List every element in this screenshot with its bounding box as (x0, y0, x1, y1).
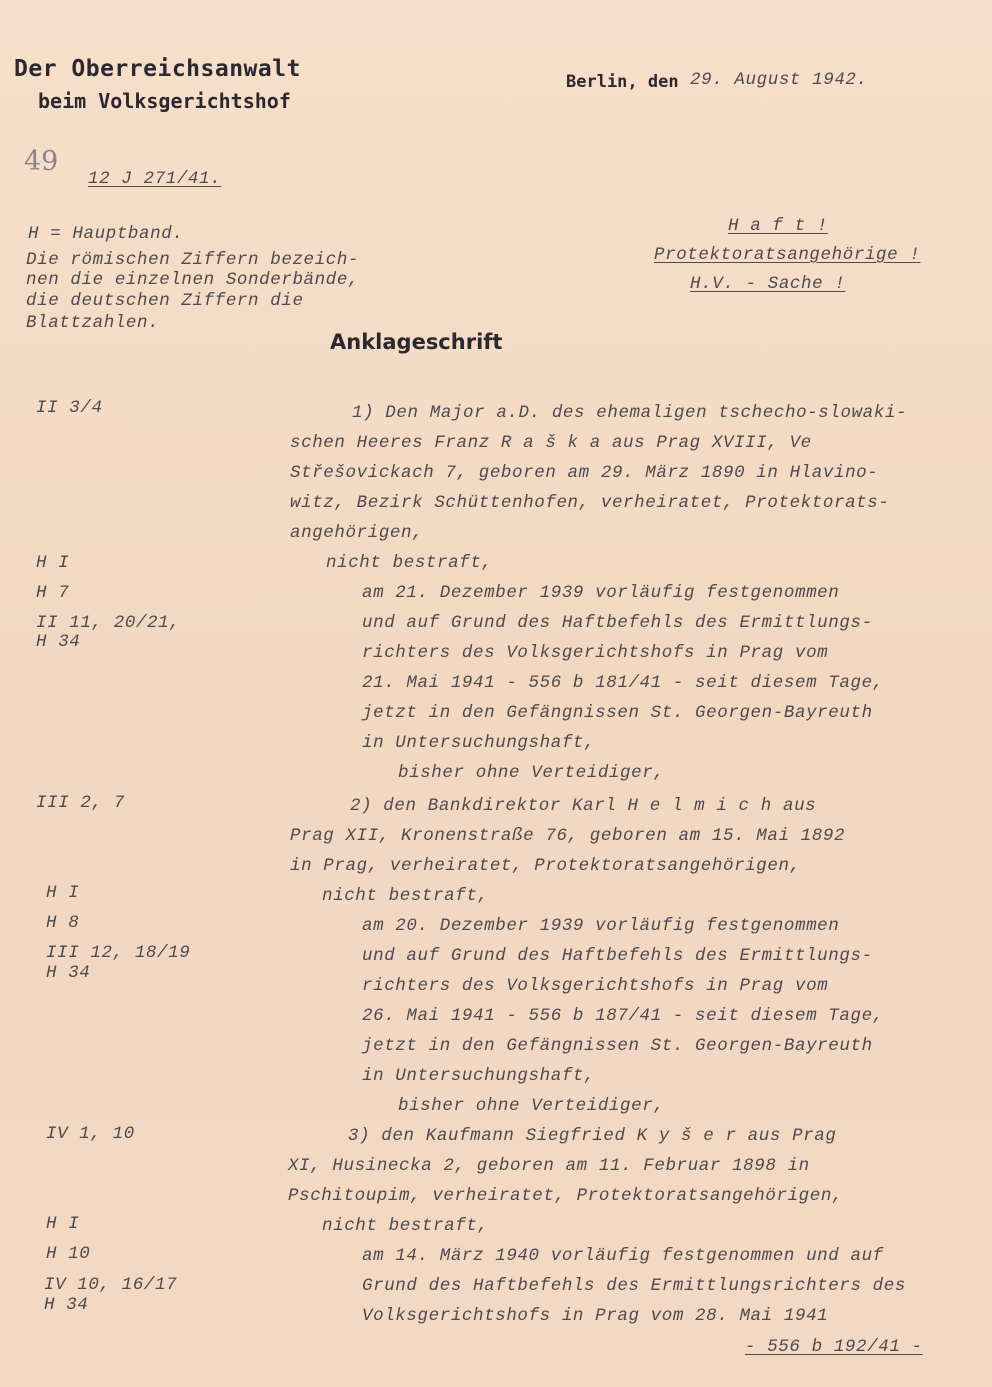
margin-reference: H 34 (46, 963, 91, 983)
body-line: am 20. Dezember 1939 vorläufig festgenommen (362, 916, 840, 936)
body-line: 1) Den Major a.D. des ehemaligen tschecho-slowaki- (352, 403, 908, 423)
body-line: Grund des Haftbefehls des Ermittlungsrichters des (362, 1276, 906, 1296)
body-line: 21. Mai 1941 - 556 b 181/41 - seit diesem Tage, (362, 673, 884, 693)
body-line: angehörigen, (290, 523, 424, 543)
legend-line: Blattzahlen. (26, 313, 160, 333)
legend-line: die deutschen Ziffern die (26, 291, 304, 311)
body-line: in Prag, verheiratet, Protektoratsangehörigen, (290, 856, 801, 876)
body-line: und auf Grund des Haftbefehls des Ermittlungs- (362, 613, 873, 633)
authority-subtitle: beim Volksgerichtshof (38, 89, 291, 113)
margin-reference: H I (46, 883, 80, 903)
legend-line: nen die einzelnen Sonderbände, (26, 270, 360, 290)
body-line: am 21. Dezember 1939 vorläufig festgenommen (362, 583, 840, 603)
authority-title: Der Oberreichsanwalt (14, 56, 301, 82)
margin-reference: H I (36, 553, 70, 573)
place-label: Berlin, den (566, 72, 679, 92)
body-line: in Untersuchungshaft, (362, 1066, 596, 1086)
body-line: bisher ohne Verteidiger, (398, 763, 665, 783)
body-line: nicht bestraft, (322, 886, 489, 906)
document-title: Anklageschrift (330, 330, 503, 354)
margin-reference: II 3/4 (36, 398, 103, 418)
body-line: und auf Grund des Haftbefehls des Ermittlungs- (362, 946, 873, 966)
body-line: 26. Mai 1941 - 556 b 187/41 - seit diesem Tage, (362, 1006, 884, 1026)
margin-reference: H 34 (36, 632, 81, 652)
body-line: Volksgerichtshofs in Prag vom 28. Mai 1941 (362, 1306, 829, 1326)
legend-line: Die römischen Ziffern bezeich- (26, 250, 360, 270)
body-line: 3) den Kaufmann Siegfried K y š e r aus Prag (348, 1126, 837, 1146)
legend-line: H = Hauptband. (28, 224, 184, 244)
margin-reference: IV 1, 10 (46, 1124, 135, 1144)
body-line: in Untersuchungshaft, (362, 733, 596, 753)
body-line: jetzt in den Gefängnissen St. Georgen-Bayreuth (362, 1036, 873, 1056)
body-line: Střešovickach 7, geboren am 29. März 1890 in Hlavino- (290, 463, 879, 483)
margin-reference: H 7 (36, 583, 70, 603)
body-line: nicht bestraft, (322, 1216, 489, 1236)
body-line: witz, Bezirk Schüttenhofen, verheiratet, Protektorats- (290, 493, 890, 513)
margin-reference: IV 10, 16/17 (44, 1275, 178, 1295)
body-line: schen Heeres Franz R a š k a aus Prag XVIII, Ve (290, 433, 812, 453)
file-reference: 12 J 271/41. (88, 169, 222, 189)
body-line: XI, Husinecka 2, geboren am 11. Februar 1898 in (288, 1156, 810, 1176)
margin-reference: III 12, 18/19 (46, 943, 191, 963)
body-line: - 556 b 192/41 - (745, 1337, 923, 1357)
custody-notice: H a f t ! (728, 216, 828, 236)
margin-reference: H 34 (44, 1295, 89, 1315)
margin-reference: H 10 (46, 1244, 91, 1264)
body-line: 2) den Bankdirektor Karl H e l m i c h aus (350, 796, 817, 816)
margin-reference: H I (46, 1214, 80, 1234)
body-line: Prag XII, Kronenstraße 76, geboren am 15. Mai 1892 (290, 826, 846, 846)
treason-case-notice: H.V. - Sache ! (690, 274, 846, 294)
body-line: bisher ohne Verteidiger, (398, 1096, 665, 1116)
document-date: 29. August 1942. (690, 70, 868, 90)
margin-reference: III 2, 7 (36, 793, 125, 813)
body-line: richters des Volksgerichtshofs in Prag vom (362, 643, 829, 663)
margin-reference: II 11, 20/21, (36, 613, 181, 633)
body-line: Pschitoupim, verheiratet, Protektoratsangehörigen, (288, 1186, 844, 1206)
body-line: nicht bestraft, (326, 553, 493, 573)
pencil-page-number: 49 (24, 146, 59, 177)
margin-reference: H 8 (46, 913, 80, 933)
body-line: richters des Volksgerichtshofs in Prag vom (362, 976, 829, 996)
body-line: am 14. März 1940 vorläufig festgenommen und auf (362, 1246, 884, 1266)
body-line: jetzt in den Gefängnissen St. Georgen-Bayreuth (362, 703, 873, 723)
protectorate-notice: Protektoratsangehörige ! (654, 245, 921, 265)
